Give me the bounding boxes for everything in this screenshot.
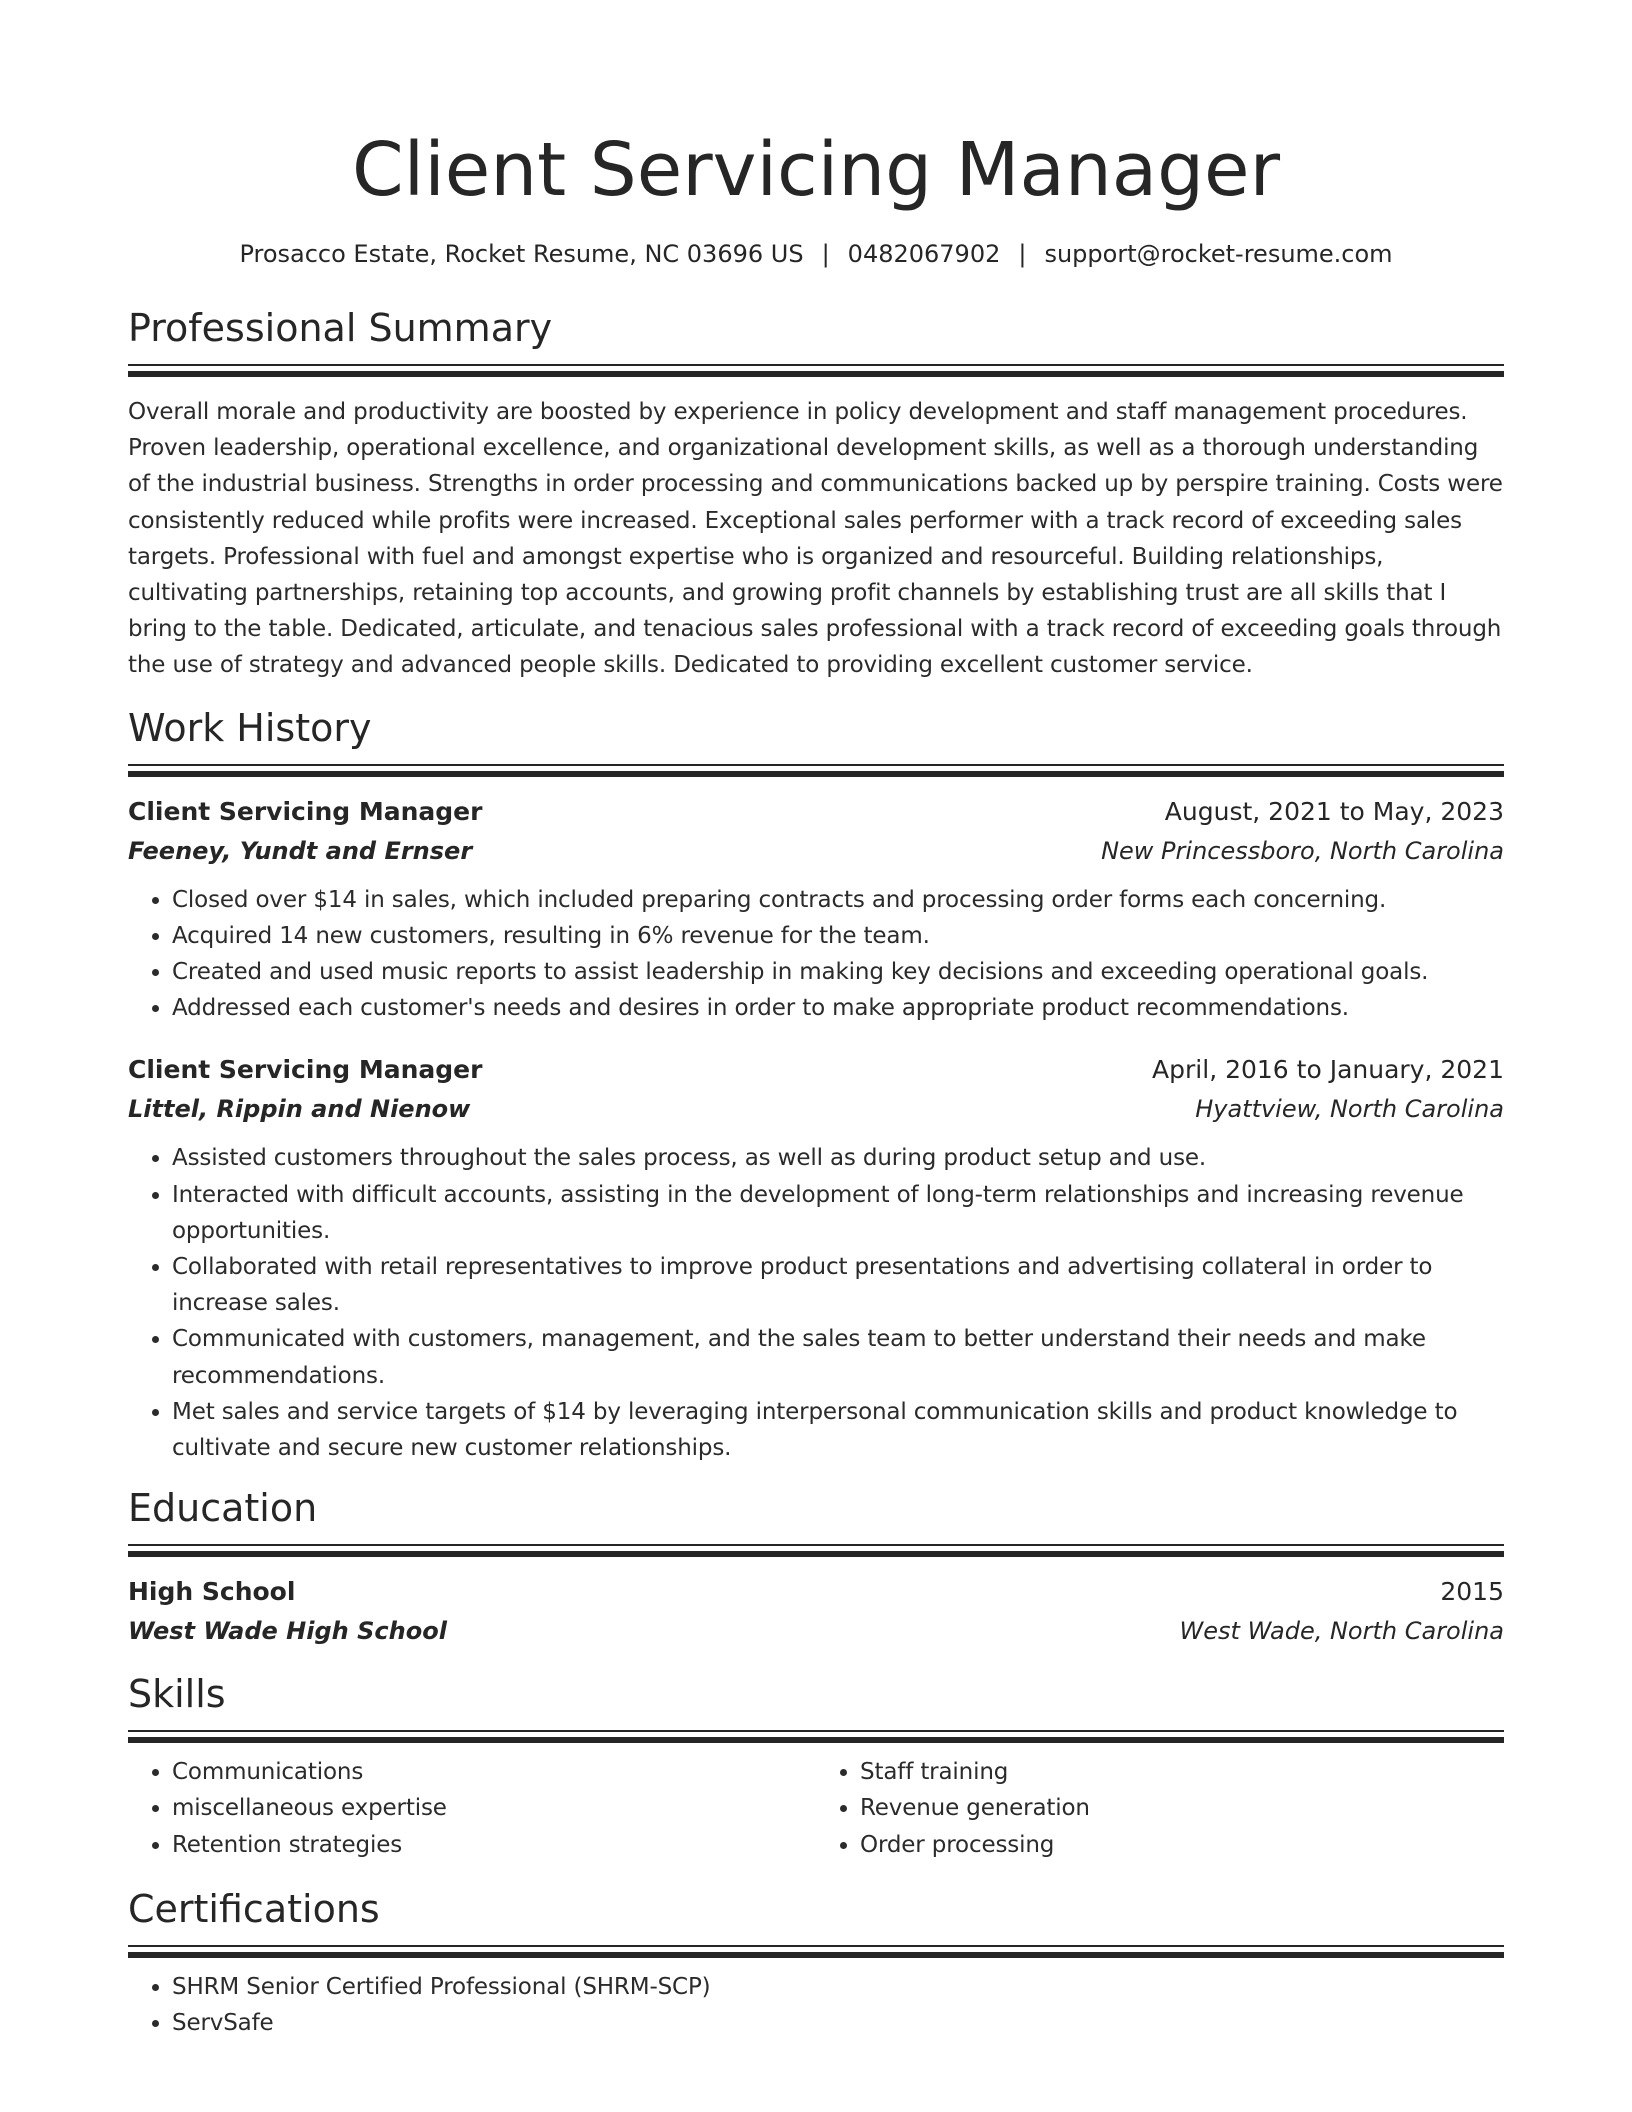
job-entry — [128, 792, 1504, 1027]
list-item: • miscellaneous expertise — [172, 1790, 816, 1826]
list-item: • Collaborated with retail representatives to improve product presentations and advertising collateral in order to increase sales. — [172, 1249, 1504, 1321]
list-item: • Retention strategies — [172, 1827, 816, 1863]
contact-separator: | — [821, 240, 830, 268]
employer-name: Feeney, Yundt and Ernser — [128, 836, 473, 865]
list-item: • Closed over $14 in sales, which included preparing contracts and processing order forms each concerning. — [172, 882, 1504, 918]
skills-section — [128, 1670, 1504, 1863]
section-divider — [128, 364, 1504, 378]
contact-separator: | — [1018, 240, 1027, 268]
graduation-year: 2015 — [1440, 1577, 1504, 1607]
candidate-name: Client Servicing Manager — [351, 127, 1281, 213]
section-title-education: Education — [128, 1486, 318, 1531]
school-name: West Wade High School — [128, 1617, 447, 1646]
certifications-list — [128, 1969, 1504, 2041]
employer-name: Littel, Rippin and Nienow — [128, 1095, 471, 1124]
education-section — [128, 1484, 1504, 1650]
section-divider — [128, 1945, 1504, 1959]
job-dates: August, 2021 to May, 2023 — [1164, 796, 1504, 826]
list-item: • Revenue generation — [860, 1790, 1504, 1826]
contact-line — [128, 238, 1504, 270]
list-item: • Created and used music reports to assist leadership in making key decisions and exceeding operational goals. — [172, 954, 1504, 990]
job-bullets — [128, 1140, 1504, 1466]
job-title: Client Servicing Manager — [128, 1055, 483, 1085]
job-dates: April, 2016 to January, 2021 — [1152, 1055, 1504, 1085]
section-title-summary: Professional Summary — [128, 306, 553, 350]
education-entry — [128, 1572, 1504, 1650]
school-location: West Wade, North Carolina — [1179, 1617, 1504, 1646]
list-item: • Acquired 14 new customers, resulting in 6% revenue for the team. — [172, 918, 1504, 954]
list-item: • Met sales and service targets of $14 by leveraging interpersonal communication skills and product knowledge to cultivate and secure new customer relationships. — [172, 1394, 1504, 1466]
list-item: • Assisted customers throughout the sales process, as well as during product setup and use. — [172, 1140, 1504, 1176]
section-title-work-history: Work History — [128, 705, 372, 750]
contact-phone: 0482067902 — [847, 240, 1001, 268]
job-location: Hyattview, North Carolina — [1195, 1095, 1504, 1124]
job-entry — [128, 1050, 1504, 1466]
section-title-certifications: Certifications — [128, 1886, 380, 1931]
certifications-section — [128, 1885, 1504, 2041]
job-title: Client Servicing Manager — [128, 796, 483, 826]
contact-address: Prosacco Estate, Rocket Resume, NC 03696 US — [239, 240, 804, 268]
skills-list-left — [128, 1754, 816, 1863]
job-bullets — [128, 882, 1504, 1027]
resume-page — [128, 0, 1504, 2041]
list-item: • ServSafe — [172, 2005, 1504, 2041]
list-item: • Addressed each customer's needs and desires in order to make appropriate product recommendations. — [172, 990, 1504, 1026]
summary-text: Overall morale and productivity are boosted by experience in policy development and staff management procedures. Proven leadership, operational excellence, and organizational development skills, as well as a thorough understanding of the industrial business. Strengths in order processing and communications backed up by perspire training. Costs were consistently reduced while profits were increased. Exceptional sales performer with a track record of exceeding sales targets. Professional with fuel and amongst expertise who is organized and resourceful. Building relationships, cultivating partnerships, retaining top accounts, and growing profit channels by establishing trust are all skills that I bring to the table. Dedicated, articulate, and tenacious sales professional with a track record of exceeding goals through the use of strategy and advanced people skills. Dedicated to providing excellent customer service. — [128, 399, 1503, 679]
list-item: • Order processing — [860, 1827, 1504, 1863]
list-item: • Interacted with difficult accounts, assisting in the development of long-term relationships and increasing revenue opportunities. — [172, 1177, 1504, 1249]
work-history-section — [128, 704, 1504, 1467]
contact-email: support@rocket-resume.com — [1044, 240, 1393, 268]
section-divider — [128, 764, 1504, 778]
list-item: • Staff training — [860, 1754, 1504, 1790]
list-item: • Communicated with customers, management, and the sales team to better understand their needs and make recommendations. — [172, 1321, 1504, 1393]
section-divider — [128, 1544, 1504, 1558]
list-item: • SHRM Senior Certified Professional (SHRM-SCP) — [172, 1969, 1504, 2005]
job-location: New Princessboro, North Carolina — [1101, 836, 1504, 865]
degree: High School — [128, 1577, 296, 1607]
summary-section — [128, 304, 1504, 684]
section-divider — [128, 1730, 1504, 1744]
section-title-skills: Skills — [128, 1672, 226, 1717]
list-item: • Communications — [172, 1754, 816, 1790]
skills-columns — [128, 1754, 1504, 1863]
skills-list-right — [816, 1754, 1504, 1863]
